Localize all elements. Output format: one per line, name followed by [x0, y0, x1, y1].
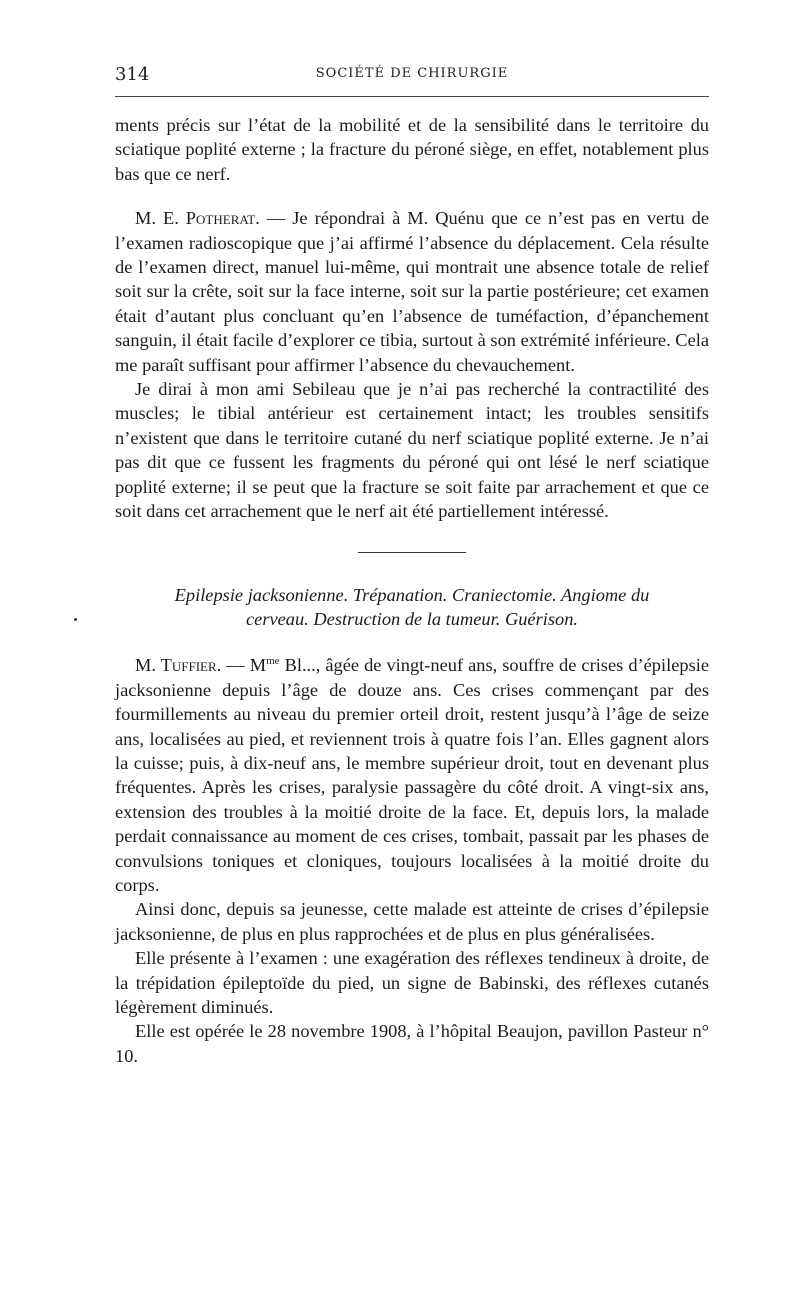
header-rule [115, 96, 709, 97]
section-title-line-1: Epilepsie jacksonienne. Trépanation. Craniectomie. Angiome du [174, 584, 650, 605]
page-body [115, 113, 709, 1068]
paragraph-tuffier [115, 653, 709, 897]
section-title [115, 583, 709, 632]
section-separator [358, 552, 466, 553]
tuffier-dash: — M [221, 655, 267, 676]
speaker-potherat: M. E. Potherat. [135, 208, 260, 229]
paragraph-examen: Elle présente à l’examen : une exagération des réflexes tendineux à droite, de la trépidation épileptoïde du pied, un signe de Babinski, des réflexes cutanés légèrement diminués. [115, 948, 709, 1017]
page-header [115, 58, 709, 88]
section-title-line-2: cerveau. Destruction de la tumeur. Guérison. [246, 608, 578, 629]
paragraph-potherat [115, 206, 709, 377]
paragraph-sebileau: Je dirai à mon ami Sebileau que je n’ai pas recherché la contractilité des muscles; le tibial antérieur est certainement intact; les troubles sensitifs n’existent que dans le territoire cutané du nerf sciatique poplité externe. Je n’ai pas dit que ce fussent les fragments du péroné qui ont lésé le nerf sciatique poplité externe; il se peut que la fracture se soit faite par arrachement et que ce soit dans cet arrachement que le nerf ait été partiellement intéressé. [115, 379, 709, 522]
margin-speck [74, 618, 77, 621]
paragraph-operation: Elle est opérée le 28 novembre 1908, à l’hôpital Beaujon, pavillon Pasteur n° 10. [115, 1021, 709, 1066]
potherat-text: — Je répondrai à M. Quénu que ce n’est pas en vertu de l’examen radioscopique que j’ai affirmé l’absence du déplacement. Cela résulte de l’examen direct, manuel lui-même, qui montrait une absence totale de relief soit sur la crête, soit sur la face interne, soit sur la partie postérieure; cet examen était d’autant plus concluant qu’en l’absence de tuméfaction, d’épanchement sanguin, il était facile d’explorer ce tibia, surtout à son extrémité inférieure. Cela me paraît suffisant pour affirmer l’absence du chevauchement. [115, 208, 709, 375]
paragraph-continued: ments précis sur l’état de la mobilité et de la sensibilité dans le territoire du sciatique poplité externe ; la fracture du péroné siège, en effet, notablement plus bas que ce nerf. [115, 115, 709, 184]
running-title: SOCIÉTÉ DE CHIRURGIE [315, 66, 509, 81]
tuffier-text: Bl..., âgée de vingt-neuf ans, souffre de crises d’épilepsie jacksonienne depuis l’âge de douze ans. Ces crises commençant par des fourmillements au niveau du premier orteil droit, restent jusqu’à l’âge de seize ans, localisées au pied, et reviennent trois à quatre fois l’an. Elles gagnent alors la cuisse; puis, à dix-neuf ans, le membre supérieur droit, tout en devenant plus fréquentes. Après les crises, paralysie passagère du côté droit. A vingt-six ans, extension des troubles à la moitié droite de la face. Et, depuis lors, la malade perdait connaissance au moment de ces crises, tombait, passait par les phases de convulsions toniques et cloniques, toujours localisées à la moitié droite du corps. [115, 655, 709, 895]
page-number: 314 [115, 64, 150, 85]
tuffier-sup: me [266, 655, 280, 668]
paragraph-ainsi: Ainsi donc, depuis sa jeunesse, cette malade est atteinte de crises d’épilepsie jacksonienne, de plus en plus rapprochées et de plus en plus généralisées. [115, 899, 709, 944]
speaker-tuffier: M. Tuffier. [135, 655, 222, 676]
